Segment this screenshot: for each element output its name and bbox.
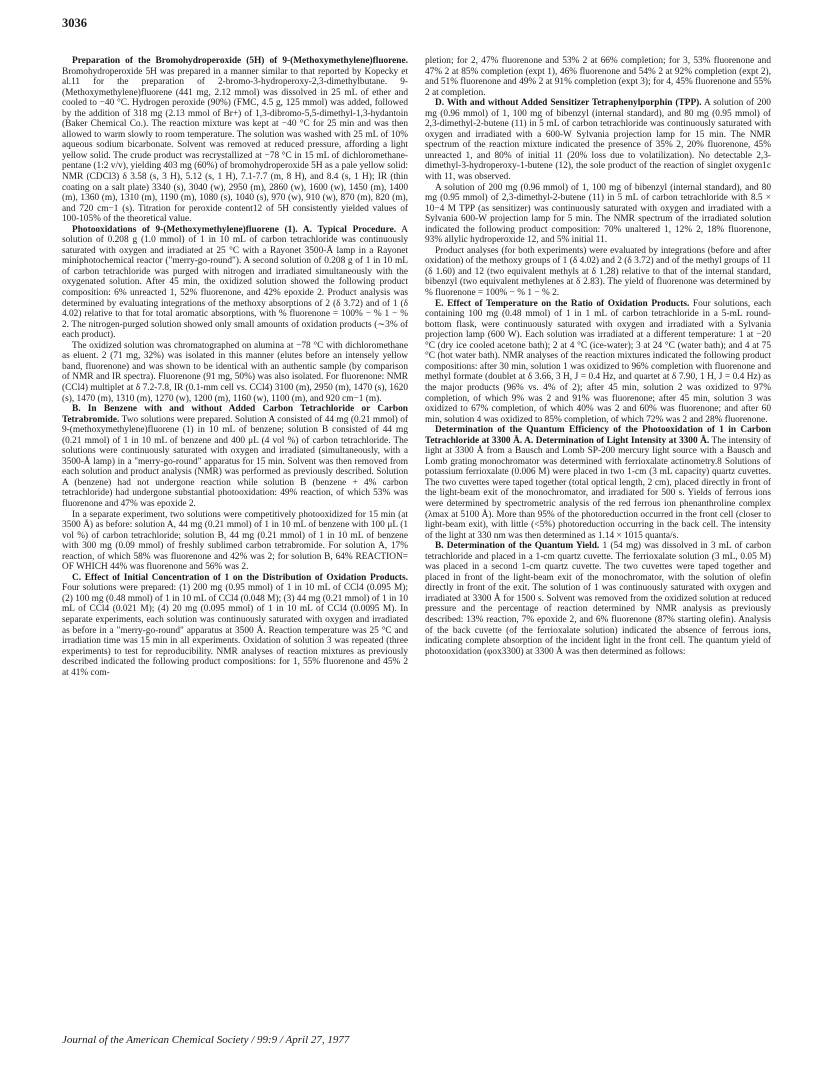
section-heading: E. Effect of Temperature on the Ratio of Oxidation Products.	[435, 298, 690, 309]
body-paragraph	[425, 183, 771, 246]
section-heading: D. With and without Added Sensitizer Tetraphenylporphin (TPP).	[435, 98, 702, 109]
paragraph-text: Two solutions were prepared. Solution A consisted of 44 mg (0.21 mmol) of 9-(methoxymethylene)fluorene (1) in 10 mL of benzene; solution B consisted of 44 mg (0.21 mmol) of 1 in 10 mL of benzene and 400 μL (4 vol %) of carbon tetrachloride. The solutions were continuously saturated with oxygen and irradiated (simultaneously, with a 3500-Å lamp) in a "merry-go-round" apparatus for 15 min. Solvent was then removed from each solution and product analysis (NMR) was performed as previously described. Solution A (benzene) had not undergone reaction while solution B (benzene + 4% carbon tetrachloride) had undergone substantial photooxidation: 49% reaction, of which 53% was fluorenone and 47% was epoxide 2.	[62, 414, 408, 509]
paragraph-text: In a separate experiment, two solutions were competitively photooxidized for 15 min (at 3500 Å) as before: solution A, 44 mg (0.21 mmol) of 1 in 10 mL of benzene with 100 μL (1 vol %) of carbon tetrachloride; solution B, 44 mg (0.21 mmol) of 1 in 10 mL of benzene with 300 mg (0.09 mmol) of freshly sublimed carbon tetrabromide. For solution A, 17% reaction, of which 58% was fluorenone and 42% was 2; for solution B, 64% REACTION= OF WHICH 44% was fluorenone and 56% was 2.	[62, 509, 408, 573]
body-paragraph	[425, 56, 771, 98]
paragraph-text: Product analyses (for both experiments) were evaluated by integrations (before and after oxidation) of the methoxy groups of 1 (δ 4.02) and 2 (δ 3.72) and of the methyl groups of 11 (δ 1.60) and 12 (two equivalent methyls at δ 1.28) relative to that of the internal standard, bibenzyl (two equivalent methylenes at δ 2.83). The yield of fluorenone was determined by % fluorenone = 100% − % 1 − % 2.	[425, 245, 771, 299]
section-heading: C. Effect of Initial Concentration of 1 on the Distribution of Oxidation Products.	[72, 572, 408, 583]
body-paragraph	[62, 573, 408, 678]
paragraph-text: The intensity of light at 3300 Å from a Bausch and Lomb SP-200 mercury light source with a Bausch and Lomb grating monochromator was determined with ferrioxalate actinometry.8 Solutions of potassium ferrioxalate (0.006 M) were placed in two 1-cm (3 mL capacity) quartz cuvettes. The two cuvettes were taped together (total optical length, 2 cm), placed directly in front of the light-beam exit of the monochromator, and irradiated for 500 s. Yields of ferrous ions were determined by spectrometric analysis of the red ferrous ion phenanthroline complex (λmax at 5100 Å). More than 95% of the photoreduction occurred in the front cell (closer to light-beam exit), with little (<5%) photoreduction occurring in the back cell. The intensity of the light at 330 nm was then determined as 1.14 × 1015 quanta/s.	[425, 435, 771, 541]
body-paragraph	[62, 341, 408, 404]
paragraph-text: pletion; for 2, 47% fluorenone and 53% 2 at 66% completion; for 3, 53% fluorenone and 47% 2 at 85% completion (expt 1), 46% fluorenone and 54% 2 at 92% completion (expt 2), and 51% fluorenone and 49% 2 at 91% completion (expt 3); for 4, 45% fluorenone and 55% 2 at completion.	[425, 56, 771, 98]
paragraph-text: Four solutions were prepared: (1) 200 mg (0.95 mmol) of 1 in 10 mL of CCl4 (0.095 M); (2) 100 mg (0.48 mmol) of 1 in 10 mL of CCl4 (0.048 M); (3) 44 mg (0.21 mmol) of 1 in 10 mL of CCl4 (0.021 M); (4) 20 mg (0.095 mmol) of 1 in 10 mL of CCl4 (0.0095 M). In separate experiments, each solution was continuously saturated with oxygen and irradiated as before in a "merry-go-round" apparatus at 3500 Å. Reaction temperature was 25 °C and irradiation time was 15 min in all experiments. Oxidation of solution 3 was repeated (three experiments) to test for reproducibility. NMR analyses of reaction mixtures as previously described indicated the following product compositions: for 1, 55% fluorenone and 45% 2 at 41% com-	[62, 583, 408, 678]
paragraph-text: Four solutions, each containing 100 mg (0.48 mmol) of 1 in 1 mL of carbon tetrachloride in a 5-mL round-bottom flask, were continuously saturated with oxygen and irradiated with a Sylvania projection lamp (600 W). Each solution was irradiated at a different temperature: 1 at −20 °C (dry ice cooled acetone bath); 2 at 4 °C (ice-water); 3 at 24 °C (water bath); and 4 at 75 °C (hot water bath). NMR analyses of the reaction mixtures indicated the following product compositions: after 30 min, solution 1 was oxidized to 96% completion with fluorenone and methyl formate (doublet at δ 3.66, 3 H, J = 0.4 Hz, and quartet at δ 7.90, 1 H, J = 0.4 Hz) as the major products (96% vs. 4% of 2); after 45 min, solution 2 was oxidized to 97% completion, of which 9% was 2 and 91% was fluorenone; after 45 min, solution 3 was oxidized to 67% completion, of which 40% was 2 and 60% was fluorenone; and after 60 min, solution 4 was oxidized to 85% completion, of which 72% was 2 and 28% fluorenone.	[425, 298, 771, 425]
body-paragraph	[62, 225, 408, 341]
journal-footer: Journal of the American Chemical Society / 99:9 / April 27, 1977	[62, 1034, 350, 1046]
page-number: 3036	[62, 16, 87, 30]
section-heading: B. In Benzene with and without Added Carbon Tetrachloride or Carbon Tetrabromide.	[62, 404, 408, 425]
section-heading: Determination of the Quantum Efficiency of the Photooxidation of 1 in Carbon Tetrachloride at 3300 Å. A. Determination of Light Intensity at 3300 Å.	[425, 425, 771, 446]
paragraph-text: A solution of 200 mg (0.96 mmol) of 1, 100 mg of bibenzyl (internal standard), and 80 mg (0.95 mmol) of 2,3-dimethyl-2-butene (11) in 5 mL of carbon tetrachloride with 8.5 × 10−4 M TPP (as sensitizer) was continuously saturated with oxygen and irradiated with a Sylvania 600-W projection lamp for 5 min. The NMR spectrum of the irradiated solution indicated the following product composition: 70% unaltered 1, 12% 2, 18% fluorenone, 93% allylic hydroperoxide 12, and 5% initial 11.	[425, 182, 771, 246]
body-paragraph	[425, 98, 771, 182]
paragraph-text: Bromohydroperoxide 5H was prepared in a manner similar to that reported by Kopecky et al.11 for the preparation of 2-bromo-3-hydroperoxy-2,3-dimethylbutane. 9-(Methoxymethylene)fluorene (441 mg, 2.12 mmol) was dissolved in 25 mL of ether and cooled to −40 °C. Hydrogen peroxide (90%) (FMC, 4.5 g, 125 mmol) was added, followed by the addition of 318 mg (2.13 mmol of Br+) of 1,3-dibromo-5,5-dimethyl-1,3-hydantoin (Baker Chemical Co.). The reaction mixture was kept at −40 °C for 25 min and was then allowed to warm slowly to room temperature. The solution was washed with 25 mL of 10% aqueous sodium bicarbonate. Solvent was removed at reduced pressure, affording a light yellow solid. The crude product was recrystallized at −78 °C in 15 mL of dichloromethane-pentane (1:2 v/v), yielding 403 mg (60%) of bromohydroperoxide 5H as a pale yellow solid: NMR (CDCl3) δ 3.58 (s, 3 H), 5.12 (s, 1 H), 7.1-7.7 (m, 8 H), and 8.4 (s, 1 H); IR (thin coating on a salt plate) 3340 (s), 3040 (w), 2950 (m), 2860 (w), 1600 (w), 1450 (m), 1400 (m), 1360 (m), 1310 (m), 1190 (m), 1080 (s), 1040 (s), 970 (w), 910 (w), 870 (m), 820 (m), and 720 cm−1 (s). Titration for peroxide content12 of 5H consistently yielded values of 100-105% of the theoretical value.	[62, 66, 408, 225]
left-column	[62, 56, 408, 678]
body-paragraph	[425, 299, 771, 426]
paragraph-text: A solution of 200 mg (0.96 mmol) of 1, 100 mg of bibenzyl (internal standard), and 80 mg (0.95 mmol) of 2,3-dimethyl-2-butene (11) in 5 mL of carbon tetrachloride was continuously saturated with oxygen and irradiated with a 600-W Sylvania projection lamp for 15 min. The NMR spectrum of the reaction mixture indicated the presence of 35% 2, 20% fluorenone, 45% unreacted 1, and 80% of initial 11 (20% loss due to volatilization). No detectable 2,3-dimethyl-3-hydroperoxy-1-butene (12), the sole product of the reaction of singlet oxygen1c with 11, was observed.	[425, 98, 771, 183]
paragraph-text: The oxidized solution was chromatographed on alumina at −78 °C with dichloromethane as eluent. 2 (71 mg, 32%) was isolated in this manner (elutes before an intensely yellow band, fluorenone) and was shown to be identical with an authentic sample (by comparison of NMR and IR spectra). Fluorenone (91 mg, 50%) was also isolated. For fluorenone: NMR (CCl4) multiplet at δ 7.2-7.8, IR (0.1-mm cell vs. CCl4) 3100 (m), 2950 (m), 1470 (s), 1620 (s), 1470 (m), 1310 (m), 1270 (w), 1200 (m), 1160 (w), 1100 (m), and 920 cm−1 (m).	[62, 340, 408, 404]
body-paragraph	[62, 510, 408, 573]
right-column	[425, 56, 771, 657]
body-paragraph	[425, 541, 771, 657]
section-heading: B. Determination of the Quantum Yield.	[435, 541, 600, 552]
section-heading: Photooxidations of 9-(Methoxymethylene)fluorene (1). A. Typical Procedure.	[72, 224, 397, 235]
section-heading: Preparation of the Bromohydroperoxide (5H) of 9-(Methoxymethylene)fluorene.	[72, 56, 408, 66]
body-paragraph	[62, 56, 408, 225]
paragraph-text: 1 (54 mg) was dissolved in 3 mL of carbon tetrachloride and placed in a 1-cm quartz cuvette. The ferrioxalate solution (3 mL, 0.05 M) was placed in a second 1-cm quartz cuvette. The two cuvettes were taped together and placed in front of the light-beam exit of the monochromator, with the solution of olefin directly in front of the exit. The solution of 1 was continuously saturated with oxygen and irradiated at 3300 Å for 1500 s. Solvent was removed from the oxidized solution at reduced pressure and the percentage of reaction determined by NMR analysis as previously described: 13% reaction, 7% epoxide 2, and 6% fluorenone (87% starting olefin). Analysis of the back cuvette (of the ferrioxalate solution) indicated the absence of ferrous ions, indicating complete absorption of the incident light in the front cell. The quantum yield of photooxidation (φox3300) at 3300 Å was then determined as follows:	[425, 541, 771, 657]
body-paragraph	[425, 425, 771, 541]
paragraph-text: A solution of 0.208 g (1.0 mmol) of 1 in 10 mL of carbon tetrachloride was continuously saturated with oxygen and irradiated at 25 °C with a Rayonet 3500-Å lamp in a Rayonet miniphotochemical reactor ("merry-go-round"). A second solution of 0.208 g of 1 in 10 mL of carbon tetrachloride was purged with nitrogen and irradiated simultaneously with the oxygenated solution. After 45 min, the oxidized solution showed the following product composition: 6% unreacted 1, 52% fluorenone, and 42% epoxide 2. Product analysis was determined by evaluating integrations of the methoxy absorptions of 2 (δ 3.72) and of 1 (δ 4.02) relative to that for total aromatic absorptions, with % fluorenone = 100% − % 1 − % 2. The nitrogen-purged solution showed only small amounts of oxidation products (∼3% of each product).	[62, 224, 408, 341]
body-paragraph	[62, 404, 408, 509]
body-paragraph	[425, 246, 771, 299]
